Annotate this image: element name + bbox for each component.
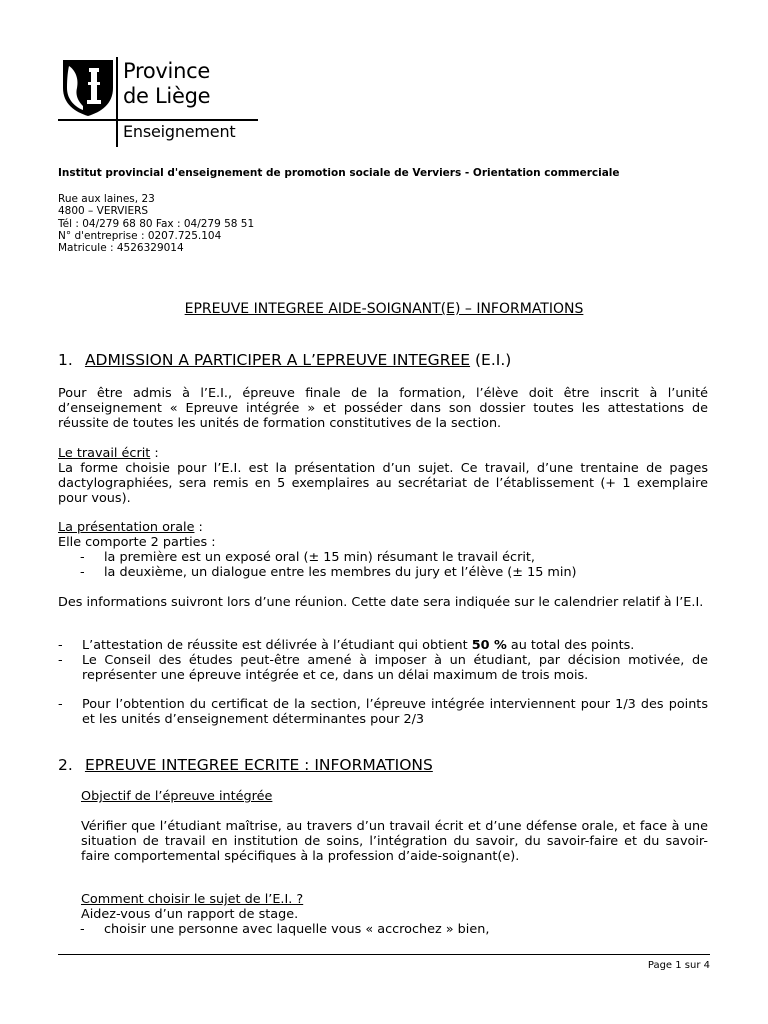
logo-line-3: Enseignement	[123, 122, 236, 141]
section-title: EPREUVE INTEGREE ECRITE : INFORMATIONS	[84, 756, 433, 774]
logo-divider-horizontal	[58, 119, 258, 121]
meeting-paragraph: Des informations suivront lors d’une réunion. Cette date sera indiquée sur le calendrier relatif à l’E.I.	[58, 595, 704, 610]
oral-presentation-label: La présentation orale :	[58, 520, 203, 535]
written-work-label: Le travail écrit :	[58, 446, 159, 461]
objective-paragraph: Vérifier que l’étudiant maîtrise, au travers d’un travail écrit et d’une défense orale, et face à une situation de travail en institution de soins, l’intégration du savoir, du savoir-faire et du savoir-faire comportemental spécifiques à la profession d’aide-soignant(e).	[81, 819, 708, 864]
section-2-heading	[58, 756, 433, 774]
document-title: EPREUVE INTEGREE AIDE-SOIGNANT(E) – INFORMATIONS	[184, 301, 584, 317]
address-line: 4800 – VERVIERS	[58, 205, 149, 218]
oral-intro: Elle comporte 2 parties :	[58, 535, 216, 550]
logo-line-1: Province	[123, 59, 210, 83]
address-line: N° d'entreprise : 0207.725.104	[58, 229, 222, 242]
written-work-text: La forme choisie pour l’E.I. est la présentation d’un sujet. Ce travail, d’une trentaine de pages dactylographiées, sera remis en 5 exemplaires au secrétariat de l’établissement (+ 1 exemplaire pour vous).	[58, 461, 708, 506]
section-number: 1.	[58, 351, 73, 369]
list-item: - Pour l’obtention du certificat de la section, l’épreuve intégrée interviennent pour 1/3 des points et les unités d’enseignement déterminantes pour 2/3	[58, 697, 708, 727]
list-item: - L’attestation de réussite est délivrée à l’étudiant qui obtient 50 % au total des points.	[58, 638, 635, 653]
section-title: ADMISSION A PARTICIPER A L’EPREUVE INTEGREE	[84, 351, 471, 369]
province-crest-icon	[61, 58, 115, 118]
logo-line-2: de Liège	[123, 84, 211, 108]
section-1-heading	[58, 351, 511, 369]
list-item: - choisir une personne avec laquelle vous « accrochez » bien,	[80, 922, 490, 937]
choose-subject-label: Comment choisir le sujet de l’E.I. ?	[81, 892, 304, 907]
logo-divider-vertical	[116, 57, 118, 147]
section-title-suffix: (E.I.)	[470, 351, 512, 369]
pass-threshold: 50 %	[471, 638, 507, 653]
choose-intro: Aidez-vous d’un rapport de stage.	[81, 907, 299, 922]
institute-name: Institut provincial d'enseignement de promotion sociale de Verviers - Orientation commerciale	[58, 167, 620, 179]
objective-label: Objectif de l’épreuve intégrée	[81, 789, 273, 804]
address-block	[58, 193, 254, 254]
section-number: 2.	[58, 756, 73, 774]
province-logo	[58, 55, 258, 150]
list-item: - Le Conseil des études peut-être amené à imposer à un étudiant, par décision motivée, de représenter une épreuve intégrée et ce, dans un délai maximum de trois mois.	[58, 653, 708, 683]
list-item: - la première est un exposé oral (± 15 min) résumant le travail écrit,	[80, 550, 535, 565]
address-line: Rue aux laines, 23	[58, 193, 155, 205]
list-item: - la deuxième, un dialogue entre les membres du jury et l’élève (± 15 min)	[80, 565, 577, 580]
admission-paragraph: Pour être admis à l’E.I., épreuve finale de la formation, l’élève doit être inscrit à l’unité d’enseignement « Epreuve intégrée » et posséder dans son dossier toutes les attestations de réussite de toutes les unités de formation constitutives de la section.	[58, 386, 708, 431]
address-line: Tél : 04/279 68 80 Fax : 04/279 58 51	[58, 217, 255, 230]
address-line: Matricule : 4526329014	[58, 242, 184, 255]
footer-divider	[58, 954, 710, 955]
page-number: Page 1 sur 4	[647, 960, 710, 971]
